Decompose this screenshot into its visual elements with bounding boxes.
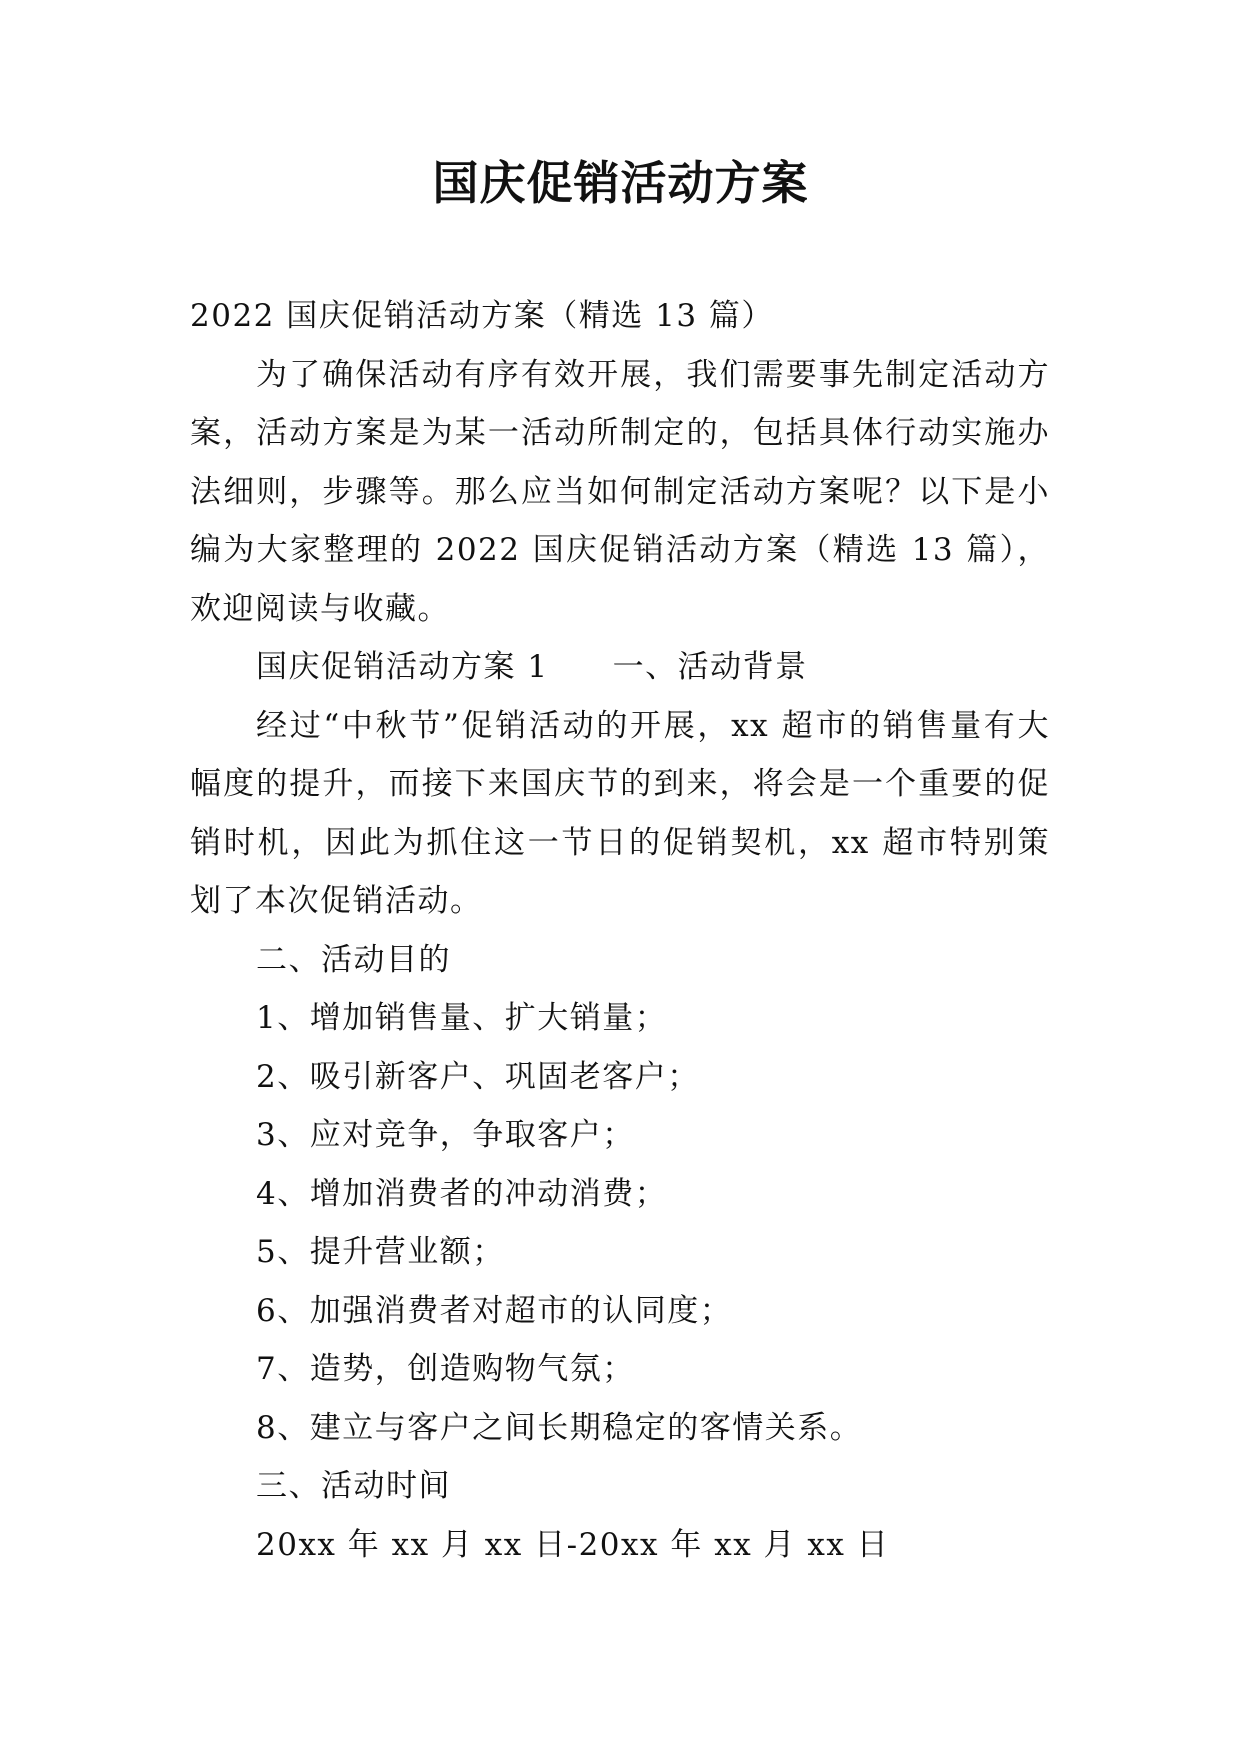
purpose-item: 5、提升营业额；: [256, 1234, 505, 1270]
purpose-item: 8、建立与客户之间长期稳定的客情关系。: [256, 1409, 863, 1446]
time-text: 20xx 年 xx 月 xx 日-20xx 年 xx 月 xx 日: [256, 1526, 890, 1563]
time-heading: 三、活动时间: [256, 1468, 451, 1504]
background-heading: 一、活动背景: [612, 649, 808, 685]
background-paragraph: 经过“中秋节”促销活动的开展，xx 超市的销售量有大幅度的提升，而接下来国庆节的到来，将会是一个重要的促销时机，因此为抓住这一节日的促销契机，xx 超市特别策划了本次促销活动。: [190, 707, 1050, 919]
purpose-item: 6、加强消费者对超市的认同度；: [256, 1292, 733, 1329]
purpose-heading: 二、活动目的: [256, 941, 451, 978]
purpose-item: 2、吸引新客户、巩固老客户；: [256, 1058, 700, 1095]
document-body: [190, 287, 1050, 1574]
purpose-item: 7、造势，创造购物气氛；: [256, 1351, 635, 1387]
purpose-item: 1、增加销售量、扩大销量；: [256, 1000, 668, 1036]
purpose-item: 4、增加消费者的冲动消费；: [256, 1175, 668, 1212]
document-title: 国庆促销活动方案: [432, 156, 809, 210]
section-heading-line: [190, 638, 1050, 697]
document-subtitle: 2022 国庆促销活动方案（精选 13 篇）: [190, 298, 774, 334]
intro-paragraph: 为了确保活动有序有效开展，我们需要事先制定活动方案，活动方案是为某一活动所制定的，包括具体行动实施办法细则，步骤等。那么应当如何制定活动方案呢？以下是小编为大家整理的 2022 国庆促销活动方案（精选 13 篇），欢迎阅读与收藏。: [190, 356, 1050, 627]
section-heading: 国庆促销活动方案 1: [256, 649, 549, 685]
purpose-item: 3、应对竞争，争取客户；: [256, 1117, 635, 1153]
